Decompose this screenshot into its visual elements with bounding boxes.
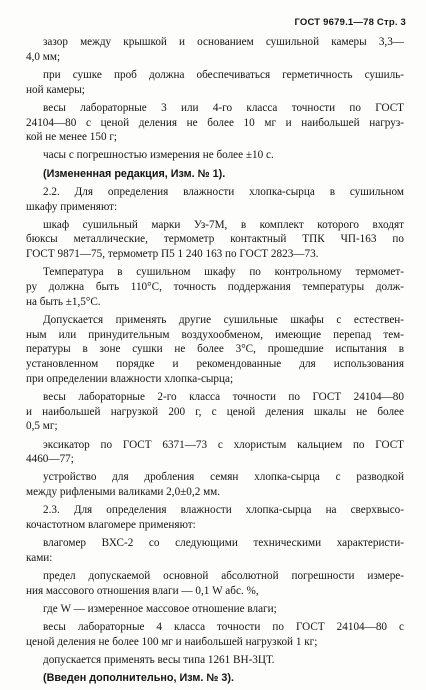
- text-line: бюксы металлические, термометр контактный ТПК ЧП-163 по: [26, 233, 404, 246]
- text-line: и наибольшей нагрузкой 200 г, с ценой деления шкалы не более: [26, 405, 404, 418]
- paragraph: [26, 536, 404, 565]
- paragraph: [26, 101, 404, 145]
- paragraph: [26, 620, 404, 649]
- paragraph: [26, 653, 404, 668]
- text-line: ния массового отношения влаги — 0,1 W абс. %,: [26, 584, 259, 597]
- text-line: предел допускаемой основной абсолютной погрешности измере-: [43, 570, 404, 583]
- text-line: зазор между крышкой и основанием сушильной камеры 3,3—: [43, 36, 404, 48]
- paragraph: [26, 313, 404, 387]
- text-line: эксикатор по ГОСТ 6371—73 с хлористым кальцием по ГОСТ: [43, 438, 404, 451]
- text-line: весы лабораторные 2-го класса точности по ГОСТ 24104—80: [43, 390, 404, 403]
- text-line: весы лабораторные 3 или 4-го класса точности по ГОСТ: [43, 101, 404, 114]
- text-line: кочастотном влагомере применяют:: [26, 519, 196, 532]
- text-line: (Измененная редакция, Изм. № 1).: [43, 167, 226, 180]
- paragraph: [26, 569, 404, 598]
- text-line: установленном порядке и рекомендованные для использования: [26, 358, 404, 371]
- paragraph: [26, 602, 404, 617]
- text-line: ГОСТ 9871—75, термометр П5 1 240 163 по ГОСТ 2823—73.: [26, 248, 319, 261]
- paragraph: [26, 218, 404, 262]
- paragraph: [26, 438, 404, 467]
- text-line: шкафу применяют:: [26, 200, 118, 213]
- text-line: 4,0 мм;: [26, 50, 61, 63]
- text-line: пературы в зоне сушки не более 3°С, прошедшие испытания в: [26, 343, 404, 356]
- text-line: допускается применять весы типа 1261 ВН-3ЦТ.: [43, 654, 275, 667]
- text-line: часы с погрешностью измерения не более ±10 с.: [43, 149, 274, 162]
- text-line: на быть ±1,5°С.: [26, 295, 101, 308]
- text-line: ру должна быть 110°С, точность поддержания температуры долж-: [26, 281, 404, 294]
- text-line: при сушке проб должна обеспечиваться герметичность сушиль-: [43, 68, 404, 81]
- text-line: (Введен дополнительно, Изм. № 3).: [43, 672, 234, 685]
- text-line: весы лабораторные 4 класса точности по ГОСТ 24104—80 с: [43, 621, 404, 634]
- paragraph: [26, 470, 404, 499]
- text-line: где W — измеренное массовое отношение влаги;: [43, 603, 277, 616]
- paragraph: [26, 390, 404, 434]
- paragraph: [26, 671, 404, 686]
- paragraph: [26, 503, 404, 532]
- text-line: ценой деления не более 100 мг и наибольшей нагрузкой 1 кг;: [26, 636, 318, 649]
- paragraph: [26, 35, 404, 64]
- text-line: 2.2. Для определения влажности хлопка-сырца в сушильном: [43, 185, 404, 198]
- paragraph: [26, 68, 404, 97]
- text-line: 4460—77;: [26, 453, 74, 466]
- text-line: 2.3. Для определения влажности хлопка-сырца на сверхвысо-: [43, 504, 404, 517]
- text-line: ным или принудительным воздухообменом, имеющие перепад тем-: [26, 328, 404, 341]
- text-line: устройство для дробления семян хлопка-сырца с разводкой: [43, 471, 404, 484]
- text-line: ками:: [26, 552, 53, 564]
- text-line: Допускается применять другие сушильные шкафы с естествен-: [43, 313, 404, 326]
- text-line: 0,5 мг;: [26, 420, 58, 433]
- document-body: [26, 35, 404, 690]
- text-line: при определении влажности хлопка-сырца;: [26, 372, 234, 385]
- text-line: шкаф сушильный марки Уз-7М, в комплект которого входят: [43, 218, 404, 231]
- text-line: ной камеры;: [26, 83, 85, 96]
- text-line: Температура в сушильном шкафу по контрольному термомет-: [43, 266, 404, 279]
- paragraph: [26, 185, 404, 214]
- text-line: между рифлеными валиками 2,0±0,2 мм.: [26, 486, 221, 499]
- paragraph: [26, 265, 404, 309]
- page-header: ГОСТ 9679.1—78 Стр. 3: [294, 17, 406, 28]
- text-line: кой не менее 150 г;: [26, 131, 118, 144]
- text-line: влагомер ВХС-2 со следующими техническими характеристи-: [43, 537, 404, 550]
- text-line: 24104—80 с ценой деления не более 10 мг и наибольшей нагруз-: [26, 116, 404, 129]
- paragraph: [26, 148, 404, 163]
- paragraph: [26, 167, 404, 182]
